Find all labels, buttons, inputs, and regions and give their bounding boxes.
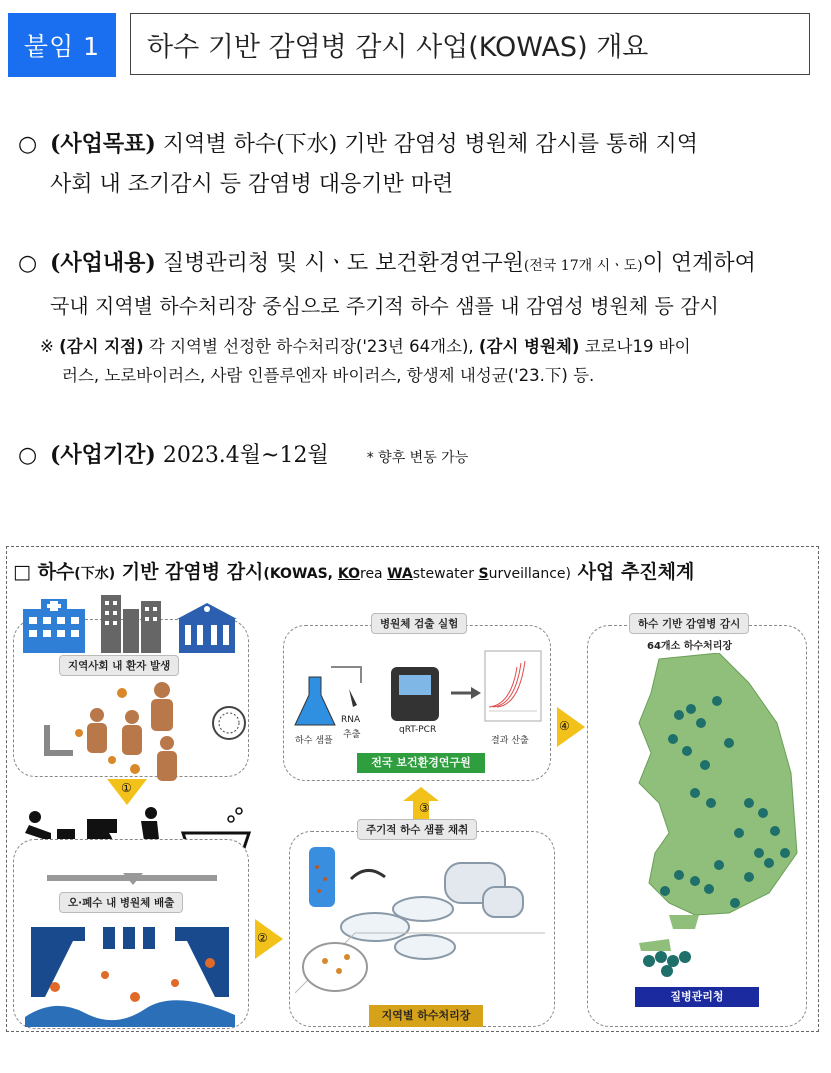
title-part: (下水) <box>74 566 116 582</box>
page-title: 하수 기반 감염병 감시 사업(KOWAS) 개요 <box>130 13 810 75</box>
pipette-icon <box>349 689 357 707</box>
pcr-label: qRT-PCR <box>399 725 437 735</box>
note-label-2: (감시 병원체) <box>478 337 580 356</box>
community-illustration <box>17 595 257 785</box>
title-part: 기반 감염병 감시 <box>115 561 264 583</box>
sewer-pipes-illustration <box>25 917 235 1027</box>
attachment-badge: 붙임 1 <box>8 13 116 77</box>
kdca-label: 질병관리청 <box>635 987 759 1007</box>
item-text: 2023.4월~12월 <box>155 443 329 468</box>
item-text-line2: 국내 지역별 하수처리장 중심으로 주기적 하수 샘플 내 감염성 병원체 등 감시 <box>50 294 719 318</box>
item-goal <box>18 124 818 205</box>
item-content <box>18 243 818 326</box>
korea-map-illustration <box>599 653 799 953</box>
note-line-2: 러스, 노로바이러스, 사람 인플루엔자 바이러스, 항생제 내성균('23.下) 등. <box>62 366 595 385</box>
flask-icon <box>295 677 335 725</box>
flow-arrow-icon <box>47 725 73 753</box>
step4-label: ④ <box>559 719 570 733</box>
plant-label: 지역별 하수처리장 <box>369 1005 483 1027</box>
bullet-mark: ○ <box>18 251 38 276</box>
institute-label: 전국 보건환경연구원 <box>357 753 485 773</box>
collect-label: 주기적 하수 샘플 채취 <box>357 819 477 840</box>
period-hint: * 향후 변동 가능 <box>366 450 469 466</box>
item-text-tail: 이 연계하여 <box>642 251 756 276</box>
note-label-1: (감시 지점) <box>59 337 144 356</box>
item-label: (사업기간) <box>50 442 156 468</box>
extract-label: 추출 <box>343 730 361 740</box>
sites-label: 64개소 하수처리장 <box>647 641 733 652</box>
step2-label: ② <box>257 931 268 945</box>
note <box>40 332 820 390</box>
treatment-plant-illustration <box>295 843 551 993</box>
rna-label: RNA <box>341 715 361 725</box>
item-label: (사업내용) <box>50 250 156 276</box>
title-box-glyph: □ <box>13 561 31 583</box>
city-buildings-icon <box>101 595 161 653</box>
microbe-zoom-icon <box>303 943 367 991</box>
item-text: 질병관리청 및 시ㆍ도 보건환경연구원 <box>155 251 524 276</box>
title-part: 하수 <box>37 561 75 583</box>
note-mark: ※ <box>40 337 54 356</box>
title-part: WA <box>387 566 413 582</box>
title-part: 사업 추진체계 <box>571 561 695 583</box>
virus-particle-icon <box>213 707 245 739</box>
bullet-mark: ○ <box>18 443 38 468</box>
kdca-pins <box>639 947 699 983</box>
note-text-1: 각 지역별 선정한 하수처리장('23년 64개소), <box>143 337 479 356</box>
title-part: (KOWAS, <box>263 566 338 582</box>
step1-label: ① <box>121 781 132 795</box>
hospital-icon <box>23 599 85 653</box>
monitor-label: 하수 기반 감염병 감시 <box>629 613 749 634</box>
result-label: 결과 산출 <box>491 736 529 746</box>
excretion-label: 오·폐수 내 병원체 배출 <box>59 892 183 913</box>
item-text-small: (전국 17개 시ㆍ도) <box>523 258 643 274</box>
item-text: 지역별 하수(下水) 기반 감염성 병원체 감시를 통해 지역 <box>155 132 698 157</box>
kowas-diagram <box>6 546 819 1032</box>
title-part: S <box>478 566 489 582</box>
title-part: urveillance) <box>488 566 571 582</box>
down-arrow-icon <box>47 871 217 887</box>
bullet-mark: ○ <box>18 132 38 157</box>
step3-label: ③ <box>419 801 430 815</box>
item-label: (사업목표) <box>50 131 156 157</box>
note-text-2: 코로나19 바이 <box>579 337 691 356</box>
figure-title <box>13 557 694 584</box>
patient-label: 지역사회 내 환자 발생 <box>59 655 179 676</box>
item-period <box>18 435 818 478</box>
title-part: rea <box>360 566 388 582</box>
lab-label: 병원체 검출 실험 <box>371 613 467 634</box>
sample-label: 하수 샘플 <box>295 736 333 746</box>
item-text-line2: 사회 내 조기감시 등 감염병 대응기반 마련 <box>50 172 454 197</box>
sample-bottle-icon <box>309 847 335 907</box>
title-part: stewater <box>412 566 479 582</box>
title-part: KO <box>337 566 360 582</box>
